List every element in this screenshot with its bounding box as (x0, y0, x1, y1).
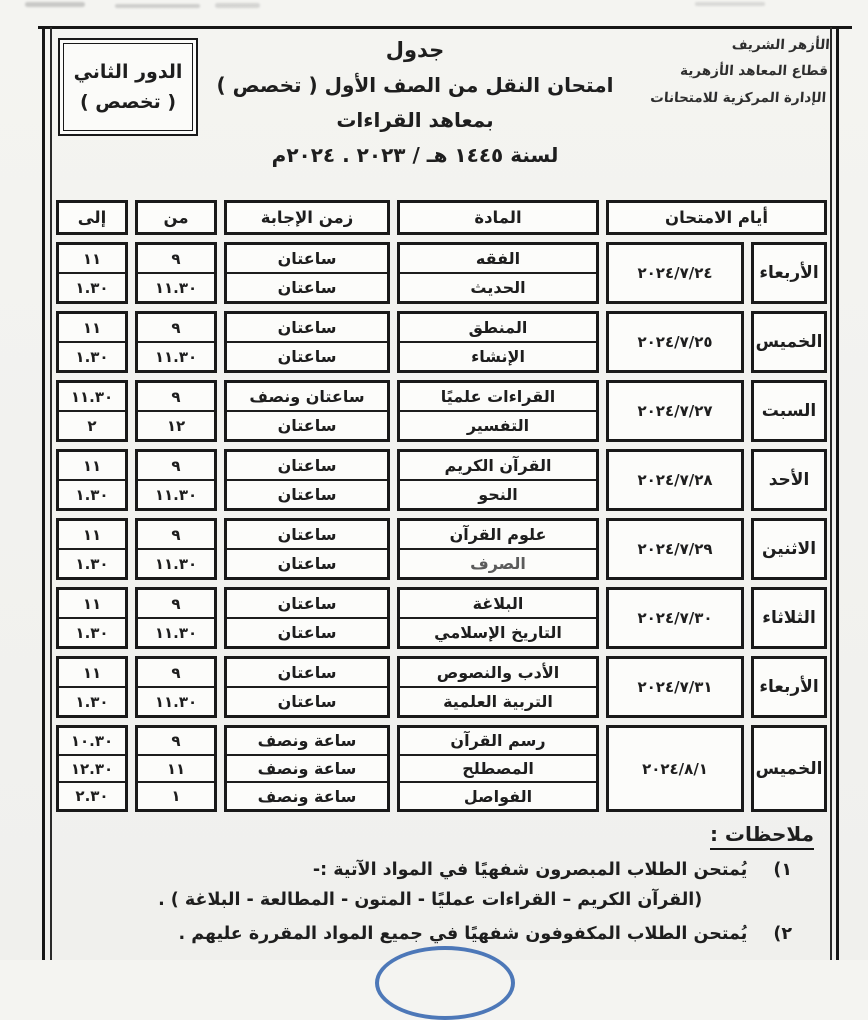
from-time-value: ١١.٣٠ (138, 479, 214, 508)
to-time-value: ١.٣٠ (59, 617, 125, 646)
from-cell (135, 725, 217, 812)
exam-day-cell: الأحد (751, 449, 827, 511)
exam-day-cell: الأربعاء (751, 242, 827, 304)
subject-value: المنطق (468, 318, 528, 337)
duration-value: ساعتان (277, 456, 337, 475)
from-time-value: ٩ (171, 525, 181, 544)
header-subject: المادة (397, 200, 599, 235)
to-time-value: ١٠.٣٠ (70, 731, 114, 750)
doc-title: جدول (385, 38, 445, 62)
to-time-value: ١١ (82, 318, 102, 337)
duration-value: ساعتان (227, 686, 387, 715)
to-time-value: ١١ (82, 663, 102, 682)
note-line: يُمتحن الطلاب المبصرون شفهيًا في المواد الآتية :- (312, 860, 748, 880)
from-cell (135, 587, 217, 649)
duration-value: ساعتان ونصف (249, 387, 365, 406)
table-row-group (56, 449, 827, 511)
header-from: من (135, 200, 217, 235)
from-time-value: ٩ (171, 731, 181, 750)
subject-value: القرآن الكريم (444, 456, 552, 475)
subject-value: البلاغة (472, 594, 524, 613)
to-cell (56, 311, 128, 373)
subject-cell (397, 311, 599, 373)
from-cell (135, 311, 217, 373)
duration-value: ساعتان (277, 249, 337, 268)
to-time-value: ١١ (82, 594, 102, 613)
to-time-value: ١.٣٠ (59, 479, 125, 508)
subject-cell (397, 656, 599, 718)
duration-value: ساعتان (277, 663, 337, 682)
subject-value: الأدب والنصوص (436, 663, 560, 682)
note-line: يُمتحن الطلاب المكفوفون شفهيًا في جميع المواد المقررة عليهم . (178, 924, 748, 945)
subject-value: القراءات علميًا (440, 387, 556, 406)
header-to: إلى (56, 200, 128, 235)
note-subtext: (القرآن الكريم – القراءات عمليًا - المتون - المطالعة - البلاغة ) . (158, 890, 703, 911)
from-cell (135, 449, 217, 511)
from-time-value: ٩ (171, 456, 181, 475)
duration-cell (224, 242, 390, 304)
to-time-value: ١١.٣٠ (70, 387, 114, 406)
doc-year: لسنة ١٤٤٥ هـ / ٢٠٢٣ . ٢٠٢٤م (271, 143, 559, 167)
letterhead-line1: الأزهر الشريف (731, 37, 831, 53)
from-time-value: ١١.٣٠ (138, 341, 214, 370)
duration-cell (224, 380, 390, 442)
note-number: ١) (773, 860, 792, 880)
exam-date-cell: ٢٠٢٤/٧/٢٧ (606, 380, 744, 442)
to-cell (56, 518, 128, 580)
duration-cell (224, 449, 390, 511)
from-cell (135, 380, 217, 442)
header-exam-days: أيام الامتحان (606, 200, 827, 235)
note-text (60, 921, 747, 948)
letterhead-line2: قطاع المعاهد الأزهرية (679, 63, 829, 80)
notes-section (60, 822, 822, 948)
note-item (60, 921, 822, 948)
from-time-value: ٩ (171, 663, 181, 682)
from-time-value: ١١.٣٠ (138, 617, 214, 646)
to-time-value: ١.٣٠ (59, 548, 125, 577)
subject-cell (397, 725, 599, 812)
to-time-value: ١.٣٠ (59, 686, 125, 715)
to-cell (56, 587, 128, 649)
to-cell (56, 380, 128, 442)
exam-round-box (58, 38, 198, 136)
from-cell (135, 656, 217, 718)
subject-cell (397, 587, 599, 649)
duration-value: ساعة ونصف (257, 731, 357, 751)
from-cell (135, 242, 217, 304)
duration-value: ساعة ونصف (227, 781, 387, 809)
exam-round-line2: ( تخصص ) (79, 91, 177, 113)
duration-cell (224, 656, 390, 718)
from-time-value: ١١.٣٠ (138, 686, 214, 715)
from-time-value: ١٢ (138, 410, 214, 439)
letterhead-line3: الإدارة المركزية للامتحانات (649, 89, 827, 106)
subject-value: الفقه (475, 249, 521, 268)
to-time-value: ٢ (59, 410, 125, 439)
subject-cell (397, 242, 599, 304)
duration-value: ساعتان (277, 525, 337, 544)
exam-date-cell: ٢٠٢٤/٧/٢٩ (606, 518, 744, 580)
exam-date-cell: ٢٠٢٤/٧/٢٤ (606, 242, 744, 304)
from-time-value: ٩ (171, 387, 181, 406)
duration-value: ساعتان (227, 272, 387, 301)
scan-artifact (115, 4, 200, 8)
duration-cell (224, 518, 390, 580)
subject-value: رسم القرآن (450, 731, 546, 751)
notes-list (60, 857, 822, 948)
subject-cell (397, 449, 599, 511)
scan-artifact (215, 3, 260, 8)
subject-value: علوم القرآن (449, 525, 547, 544)
to-time-value: ١٢.٣٠ (59, 754, 125, 782)
page-frame-right-outer-line (836, 27, 839, 960)
to-time-value: ١.٣٠ (59, 272, 125, 301)
from-time-value: ٩ (171, 249, 181, 268)
exam-date-cell: ٢٠٢٤/٨/١ (606, 725, 744, 812)
doc-institute: بمعاهد القراءات (336, 108, 494, 132)
exam-round-box-inner (63, 43, 193, 131)
to-time-value: ١١ (82, 525, 102, 544)
duration-value: ساعتان (227, 410, 387, 439)
duration-value: ساعتان (277, 318, 337, 337)
subject-value: التفسير (400, 410, 596, 439)
subject-cell (397, 380, 599, 442)
exam-table-body (56, 242, 827, 812)
subject-value: المصطلح (400, 754, 596, 782)
document-title-block (180, 38, 650, 167)
subject-value: التربية العلمية (400, 686, 596, 715)
scan-artifact (695, 2, 765, 6)
subject-value: الحديث (400, 272, 596, 301)
subject-value: الصرف (400, 548, 596, 577)
table-row-group (56, 656, 827, 718)
subject-value: التاريخ الإسلامي (400, 617, 596, 646)
header-duration: زمن الإجابة (224, 200, 390, 235)
subject-value: النحو (400, 479, 596, 508)
to-time-value: ١.٣٠ (59, 341, 125, 370)
exam-day-cell: الاثنين (751, 518, 827, 580)
duration-value: ساعتان (227, 617, 387, 646)
duration-value: ساعة ونصف (227, 754, 387, 782)
subject-value: الفواصل (400, 781, 596, 809)
duration-cell (224, 587, 390, 649)
duration-value: ساعتان (277, 594, 337, 613)
exam-date-cell: ٢٠٢٤/٧/٣٠ (606, 587, 744, 649)
exam-round-line1: الدور الثاني (73, 61, 183, 83)
exam-table-header (56, 200, 827, 235)
notes-heading: ملاحظات : (710, 822, 814, 850)
exam-day-cell: الخميس (751, 725, 827, 812)
to-time-value: ١١ (82, 249, 102, 268)
page-frame-left-outer-line (42, 27, 45, 960)
subject-cell (397, 518, 599, 580)
page-frame-left-inner-line (50, 27, 52, 960)
table-row-group (56, 242, 827, 304)
table-row-group (56, 725, 827, 812)
from-time-value: ١ (138, 781, 214, 809)
from-time-value: ١١.٣٠ (138, 272, 214, 301)
table-row-group (56, 518, 827, 580)
to-cell (56, 656, 128, 718)
duration-cell (224, 725, 390, 812)
exam-schedule-table (56, 200, 827, 812)
duration-cell (224, 311, 390, 373)
exam-day-cell: الأربعاء (751, 656, 827, 718)
exam-day-cell: الخميس (751, 311, 827, 373)
note-text (60, 857, 747, 914)
note-number: ٢) (773, 924, 792, 945)
from-time-value: ٩ (171, 318, 181, 337)
scan-artifact (25, 2, 85, 7)
exam-date-cell: ٢٠٢٤/٧/٢٥ (606, 311, 744, 373)
duration-value: ساعتان (227, 548, 387, 577)
exam-day-cell: الثلاثاء (751, 587, 827, 649)
to-time-value: ١١ (82, 456, 102, 475)
from-time-value: ٩ (171, 594, 181, 613)
exam-day-cell: السبت (751, 380, 827, 442)
subject-value: الإنشاء (400, 341, 596, 370)
duration-value: ساعتان (227, 479, 387, 508)
to-cell (56, 725, 128, 812)
page-frame-top-line (38, 26, 852, 29)
to-cell (56, 242, 128, 304)
doc-subtitle: امتحان النقل من الصف الأول ( تخصص ) (216, 73, 614, 97)
azhar-letterhead-logo (615, 32, 831, 111)
from-time-value: ١١.٣٠ (138, 548, 214, 577)
table-row-group (56, 311, 827, 373)
to-time-value: ٢.٣٠ (59, 781, 125, 809)
page-frame-right-inner-line (830, 27, 832, 960)
official-stamp-partial (375, 946, 515, 1020)
exam-date-cell: ٢٠٢٤/٧/٣١ (606, 656, 744, 718)
exam-date-cell: ٢٠٢٤/٧/٢٨ (606, 449, 744, 511)
to-cell (56, 449, 128, 511)
table-row-group (56, 587, 827, 649)
from-cell (135, 518, 217, 580)
duration-value: ساعتان (227, 341, 387, 370)
note-item (60, 857, 822, 914)
table-row-group (56, 380, 827, 442)
from-time-value: ١١ (138, 754, 214, 782)
